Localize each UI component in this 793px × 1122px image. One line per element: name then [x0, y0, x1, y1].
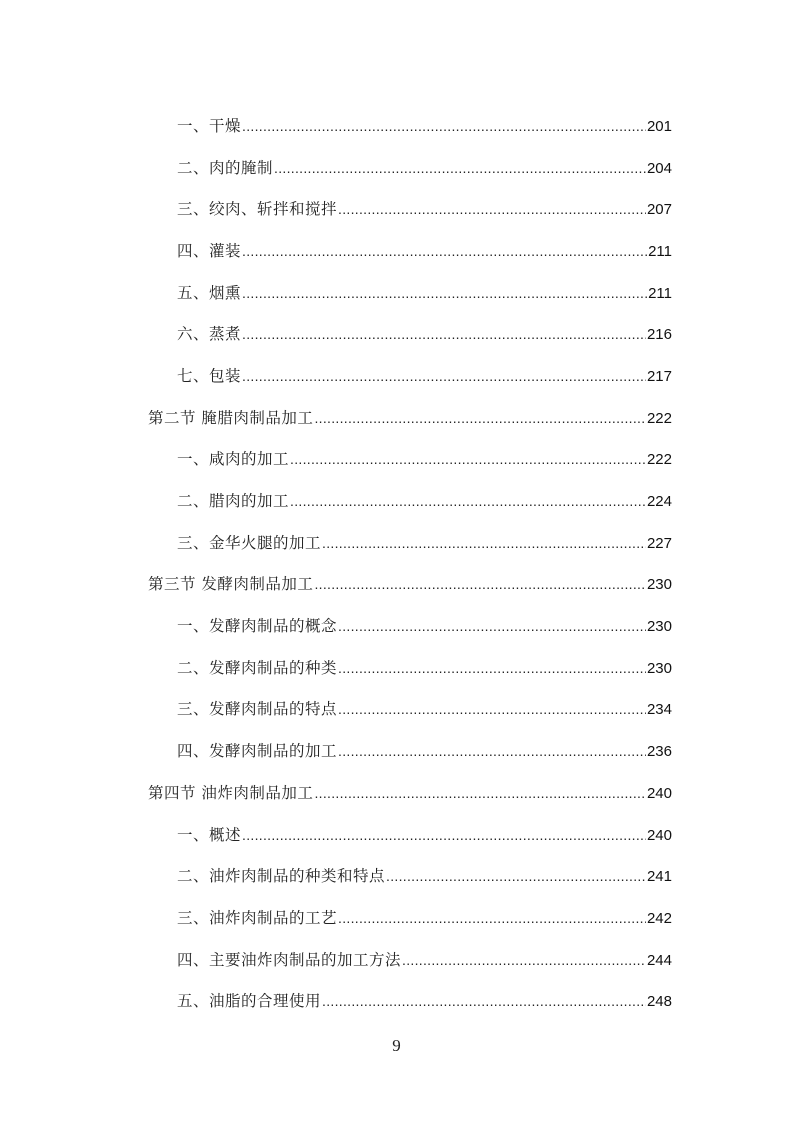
dot-leader	[338, 743, 646, 759]
toc-entry-page: 204	[646, 159, 672, 177]
toc-entry-label: 二、肉的腌制	[177, 158, 274, 177]
toc-entry-page: 230	[646, 659, 672, 677]
toc-entry[interactable]	[0, 688, 793, 730]
dot-leader	[322, 535, 646, 551]
toc-entry-label: 一、咸肉的加工	[177, 450, 290, 469]
dot-leader	[314, 576, 646, 592]
toc-entry-label: 七、包装	[177, 366, 242, 385]
toc-entry-page: 224	[646, 493, 672, 511]
toc-entry-label: 二、腊肉的加工	[177, 492, 290, 511]
dot-leader	[242, 368, 646, 384]
toc-entry[interactable]	[0, 312, 793, 354]
toc-entry-page: 244	[646, 951, 672, 969]
toc-entry-label: 六、蒸煮	[177, 325, 242, 344]
dot-leader	[242, 118, 646, 134]
toc-entry-label: 五、油脂的合理使用	[177, 992, 322, 1011]
toc-entry-page: 201	[646, 117, 672, 135]
toc-entry-page: 234	[646, 701, 672, 719]
toc-entry[interactable]	[0, 646, 793, 688]
toc-entry-page: 230	[646, 618, 672, 636]
toc-entry-page: 216	[646, 326, 672, 344]
dot-leader	[402, 952, 646, 968]
toc-section-label: 第二节 腌腊肉制品加工	[148, 408, 314, 427]
toc-entry-page: 241	[646, 868, 672, 886]
dot-leader	[314, 785, 646, 801]
toc-entry-label: 四、灌装	[177, 241, 242, 260]
dot-leader	[274, 160, 646, 176]
dot-leader	[242, 285, 647, 301]
toc-entry-page: 242	[646, 909, 672, 927]
toc-entry[interactable]	[0, 521, 793, 563]
toc-entry-label: 五、烟熏	[177, 283, 242, 302]
toc-entry-label: 四、主要油炸肉制品的加工方法	[177, 950, 402, 969]
dot-leader	[338, 618, 646, 634]
toc-entry-label: 二、油炸肉制品的种类和特点	[177, 867, 386, 886]
toc-entry-page: 227	[646, 534, 672, 552]
page-number: 9	[392, 1036, 401, 1055]
toc-entry-label: 三、发酵肉制品的特点	[177, 700, 338, 719]
toc-entry[interactable]	[0, 187, 793, 229]
dot-leader	[338, 701, 646, 717]
toc-entry-label: 三、绞肉、斩拌和搅拌	[177, 200, 338, 219]
dot-leader	[242, 243, 647, 259]
toc-entry-page: 248	[646, 993, 672, 1011]
toc-entry-page: 211	[648, 242, 672, 260]
toc-entry-page: 222	[646, 409, 672, 427]
toc-entry[interactable]	[0, 729, 793, 771]
toc-entry[interactable]	[0, 896, 793, 938]
dot-leader	[242, 827, 646, 843]
toc-entry[interactable]	[0, 479, 793, 521]
dot-leader	[386, 868, 646, 884]
dot-leader	[242, 326, 646, 342]
toc-entry[interactable]	[0, 604, 793, 646]
toc-section-label: 第三节 发酵肉制品加工	[148, 575, 314, 594]
toc-entry-page: 211	[648, 284, 672, 302]
toc-entry[interactable]	[0, 438, 793, 480]
toc-entry-label: 二、发酵肉制品的种类	[177, 658, 338, 677]
toc-entry-page: 236	[646, 743, 672, 761]
toc-entry[interactable]	[0, 854, 793, 896]
toc-entry[interactable]	[0, 938, 793, 980]
toc-entry-page: 207	[646, 201, 672, 219]
toc-section-entry[interactable]	[0, 396, 793, 438]
toc-entry[interactable]	[0, 104, 793, 146]
dot-leader	[314, 410, 646, 426]
toc-section-entry[interactable]	[0, 771, 793, 813]
dot-leader	[338, 660, 646, 676]
toc-entry[interactable]	[0, 229, 793, 271]
dot-leader	[322, 993, 646, 1009]
toc-entry[interactable]	[0, 354, 793, 396]
toc-entry[interactable]	[0, 813, 793, 855]
table-of-contents	[0, 104, 793, 1021]
dot-leader	[290, 451, 646, 467]
toc-entry-label: 一、干燥	[177, 116, 242, 135]
toc-section-entry[interactable]	[0, 563, 793, 605]
toc-entry[interactable]	[0, 979, 793, 1021]
toc-entry-page: 217	[646, 367, 672, 385]
dot-leader	[290, 493, 646, 509]
toc-entry-page: 222	[646, 451, 672, 469]
toc-entry-label: 三、油炸肉制品的工艺	[177, 908, 338, 927]
dot-leader	[338, 201, 646, 217]
toc-entry-page: 240	[646, 784, 672, 802]
toc-entry[interactable]	[0, 146, 793, 188]
toc-entry-label: 四、发酵肉制品的加工	[177, 742, 338, 761]
toc-section-label: 第四节 油炸肉制品加工	[148, 783, 314, 802]
dot-leader	[338, 910, 646, 926]
toc-entry-label: 一、发酵肉制品的概念	[177, 617, 338, 636]
toc-entry[interactable]	[0, 271, 793, 313]
toc-entry-label: 一、概述	[177, 825, 242, 844]
toc-entry-page: 240	[646, 826, 672, 844]
toc-entry-page: 230	[646, 576, 672, 594]
toc-entry-label: 三、金华火腿的加工	[177, 533, 322, 552]
